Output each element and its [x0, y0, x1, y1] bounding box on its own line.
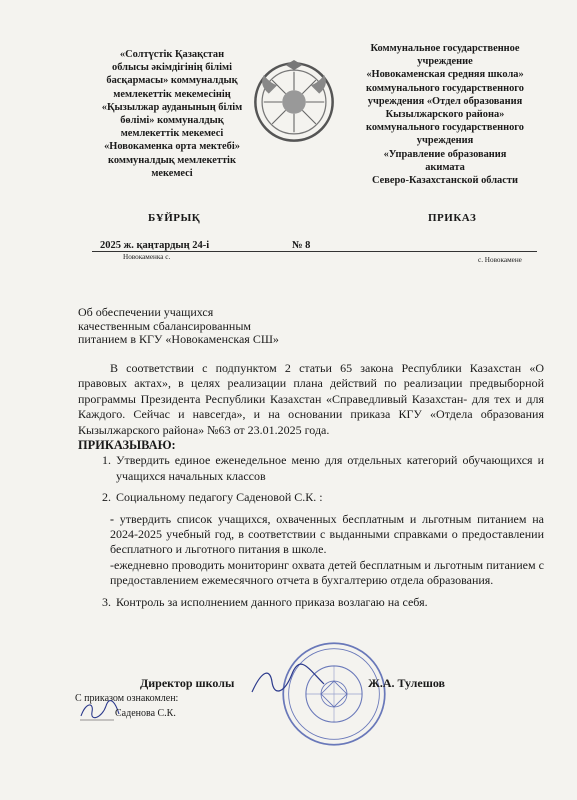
acknowledgement-name: Саденова С.К.: [115, 708, 176, 719]
header-line: «Новокаменская средняя школа»: [366, 69, 524, 81]
header-line: Коммунальное государственное: [370, 43, 520, 54]
header-line: басқармасы» коммуналдық: [106, 75, 238, 87]
header-line: мекемесі: [151, 167, 193, 179]
director-name: Ж.А. Тулешов: [368, 676, 446, 690]
header-divider: [92, 251, 537, 252]
header-line: мемлекеттік мекемесі: [120, 128, 224, 140]
sub-item-text: утвердить список учащихся, охваченных бесплатным и льготным питанием на 2024-2025 учебный год, в соответствии с выданными справками о предоставлении бесплатного и льготного питания в школе.: [110, 511, 544, 557]
order-body: [78, 361, 544, 610]
order-items-list-continued: [78, 595, 544, 610]
header-line: коммуналдық мемлекеттік: [108, 154, 236, 166]
state-emblem-icon: [252, 60, 336, 144]
header-line: коммунального государственного: [366, 122, 524, 134]
header-line: учреждение: [417, 56, 473, 68]
header-line: Северо-Казахстанской области: [372, 175, 518, 187]
order-number: № 8: [292, 240, 311, 251]
acknowledgement-label: С приказом ознакомлен:: [75, 693, 179, 704]
order-item-1: 1. Утвердить единое еженедельное меню для отдельных категорий обучающихся и учащихся начальных классов: [114, 453, 544, 484]
sub-item-dash: -: [110, 511, 114, 526]
header-line: облысы әкімдігінің білімі: [112, 62, 232, 74]
preamble-paragraph: В соответствии с подпунктом 2 статьи 65 закона Республики Казахстан «О правовых актах», в целях реализации плана действий по реализации предвыборной программы Президента Республики Казахстан «Справедливый Казахстан- для тех и для Каждого. Сейчас и навсегда», и на основании приказа КГУ «Отдела образования Кызылжарского района» №63 от 23.01.2025 года.: [78, 361, 544, 437]
header-russian-block: [345, 42, 545, 187]
order-item-3: 3. Контроль за исполнением данного приказа возлагаю на себя.: [114, 595, 544, 610]
header-line: бөлімі» коммуналдық: [120, 115, 224, 127]
sub-item-2: -ежедневно проводить мониторинг охвата детей бесплатным и льготным питанием с предоставлением ежемесячного отчета в бухгалтерию отдела образования.: [110, 557, 544, 588]
header-line: учреждения «Отдел образования: [367, 95, 523, 107]
subject-line: Об обеспечении учащихся: [78, 305, 214, 319]
order-items-list: [78, 453, 544, 505]
header-line: учреждения: [416, 135, 474, 147]
order-subject: [78, 306, 378, 347]
director-title: Директор школы: [140, 676, 235, 690]
header-line: Кызылжарского района»: [385, 109, 505, 121]
header-line: акимата: [425, 161, 465, 173]
header-kazakh-block: [72, 48, 272, 180]
header-line: «Управление образования: [383, 148, 507, 160]
header-line: «Қызылжар ауданының білім: [101, 101, 243, 113]
header-line: коммунального государственного: [366, 82, 524, 94]
director-signature-icon: [248, 662, 328, 698]
town-left: Новокаменка с.: [123, 253, 171, 261]
header-line: мемлекеттік мекемесінің: [113, 88, 231, 100]
title-kazakh: БҰЙРЫҚ: [148, 212, 201, 224]
title-russian: ПРИКАЗ: [428, 212, 477, 224]
header-line: «Новокаменка орта мектебі»: [104, 141, 240, 153]
header-line: «Солтүстік Қазақстан: [119, 49, 225, 60]
sub-item-1: [110, 512, 544, 558]
order-date: 2025 ж. қаңтардың 24-і: [100, 240, 210, 251]
subject-line: качественным сбалансированным: [78, 318, 251, 333]
town-right: с. Новокамене: [478, 256, 522, 264]
order-keyword: ПРИКАЗЫВАЮ:: [78, 438, 176, 453]
subject-line: питанием в КГУ «Новокаменская СШ»: [78, 332, 279, 346]
order-item-2: 2. Социальному педагогу Саденовой С.К. :: [114, 490, 544, 505]
